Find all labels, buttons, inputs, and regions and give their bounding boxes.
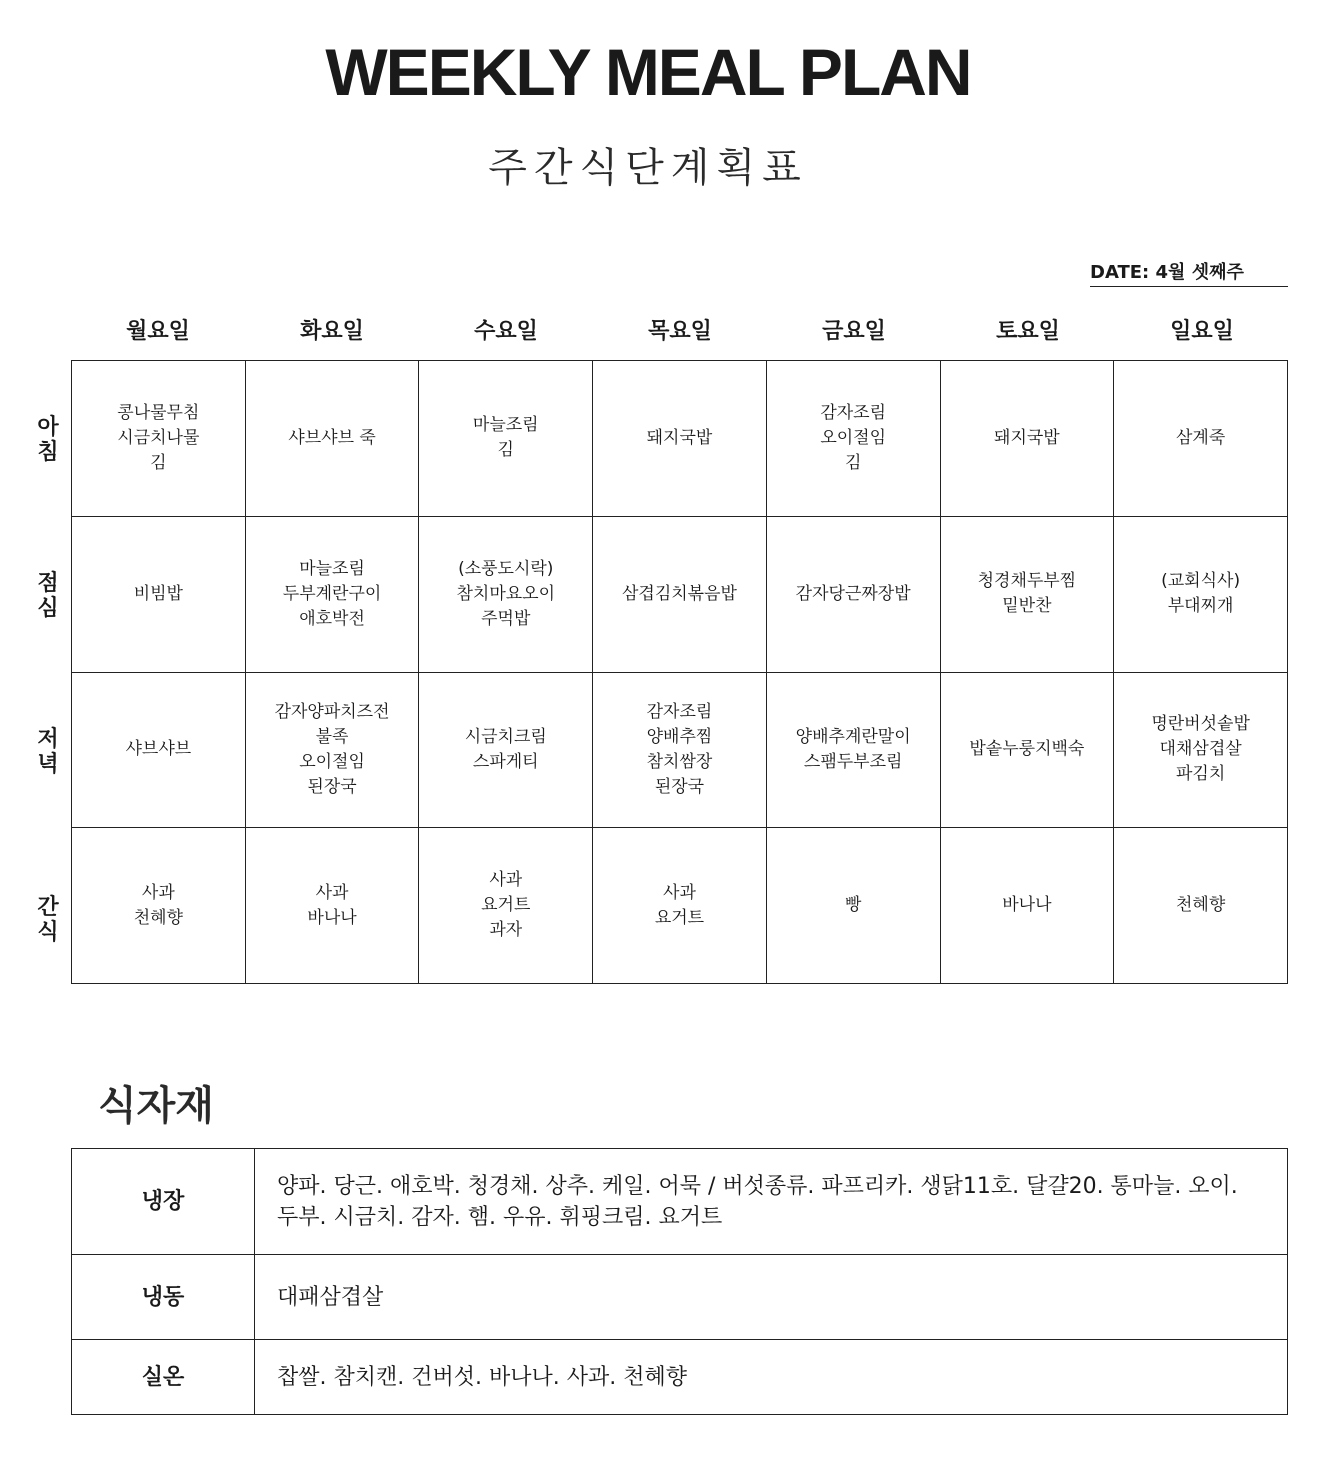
meal-cell-breakfast-tue: 샤브샤브 죽 [245,361,419,517]
meal-cell-dinner-sun: 명란버섯솥밥 대채삼겹살 파김치 [1114,672,1288,828]
row-label-breakfast [30,370,66,510]
meal-cell-snack-thu: 사과 요거트 [593,828,767,984]
row-label-text: 아침 [37,415,59,465]
row-label-text: 간식 [37,895,59,945]
meal-cell-snack-mon: 사과 천혜향 [72,828,246,984]
meal-cell-breakfast-fri: 감자조림 오이절임 김 [766,361,940,517]
meal-cell-dinner-mon: 샤브샤브 [72,672,246,828]
ingredients-items-fridge: 양파. 당근. 애호박. 청경채. 상추. 케일. 어묵 / 버섯종류. 파프리카. 생닭11호. 달걀20. 통마늘. 오이. 두부. 시금치. 감자. 햄. 우유. 휘핑크림. 요거트 [255,1149,1288,1255]
ingredients-row-freezer [72,1255,1288,1340]
ingredients-items-room-temp: 찹쌀. 참치캔. 건버섯. 바나나. 사과. 천혜향 [255,1340,1288,1415]
meal-cell-dinner-wed: 시금치크림 스파게티 [419,672,593,828]
ingredients-items-freezer: 대패삼겹살 [255,1255,1288,1340]
date-field: DATE: 4월 셋째주 [1090,258,1288,287]
day-header-sun: 일요일 [1170,319,1234,344]
meal-cell-lunch-mon: 비빔밥 [72,516,246,672]
ingredients-label-freezer: 냉동 [72,1255,255,1340]
page-title: WEEKLY MEAL PLAN [325,35,971,109]
day-header-thu: 목요일 [648,319,712,344]
ingredients-row-room-temp [72,1340,1288,1415]
meal-cell-lunch-sun: (교회식사) 부대찌개 [1114,516,1288,672]
meal-cell-dinner-tue: 감자양파치즈전 불족 오이절임 된장국 [245,672,419,828]
meal-cell-breakfast-thu: 돼지국밥 [593,361,767,517]
row-label-lunch [30,526,66,666]
meal-plan-table [71,360,1288,984]
meal-cell-lunch-thu: 삼겹김치볶음밥 [593,516,767,672]
meal-row-lunch [72,516,1288,672]
day-header-fri: 금요일 [822,319,886,344]
meal-cell-dinner-sat: 밥솥누룽지백숙 [940,672,1114,828]
meal-cell-breakfast-wed: 마늘조림 김 [419,361,593,517]
row-label-dinner [30,682,66,822]
meal-cell-lunch-fri: 감자당근짜장밥 [766,516,940,672]
page-subtitle: 주간식단계획표 [488,145,808,191]
meal-cell-lunch-sat: 청경채두부찜 밑반찬 [940,516,1114,672]
meal-cell-breakfast-sat: 돼지국밥 [940,361,1114,517]
ingredients-table [71,1148,1288,1415]
day-header-tue: 화요일 [300,319,364,344]
ingredients-label-room-temp: 실온 [72,1340,255,1415]
meal-cell-snack-wed: 사과 요거트 과자 [419,828,593,984]
day-header-wed: 수요일 [474,319,538,344]
meal-cell-dinner-fri: 양배추계란말이 스팸두부조림 [766,672,940,828]
meal-cell-lunch-tue: 마늘조림 두부계란구이 애호박전 [245,516,419,672]
meal-cell-lunch-wed: (소풍도시락) 참치마요오이 주먹밥 [419,516,593,672]
meal-cell-breakfast-sun: 삼계죽 [1114,361,1288,517]
ingredients-row-fridge [72,1149,1288,1255]
meal-cell-snack-sat: 바나나 [940,828,1114,984]
meal-cell-snack-tue: 사과 바나나 [245,828,419,984]
day-header-sat: 토요일 [996,319,1060,344]
meal-cell-snack-sun: 천혜향 [1114,828,1288,984]
meal-row-dinner [72,672,1288,828]
ingredients-label-fridge: 냉장 [72,1149,255,1255]
ingredients-title: 식자재 [98,1083,214,1129]
meal-cell-dinner-thu: 감자조림 양배추찜 참치쌈장 된장국 [593,672,767,828]
row-label-snack [30,860,66,980]
meal-row-snack [72,828,1288,984]
meal-cell-snack-fri: 빵 [766,828,940,984]
row-label-text: 저녁 [37,727,59,777]
meal-row-breakfast [72,361,1288,517]
day-header-mon: 월요일 [126,319,190,344]
row-label-text: 점심 [37,571,59,621]
meal-cell-breakfast-mon: 콩나물무침 시금치나물 김 [72,361,246,517]
